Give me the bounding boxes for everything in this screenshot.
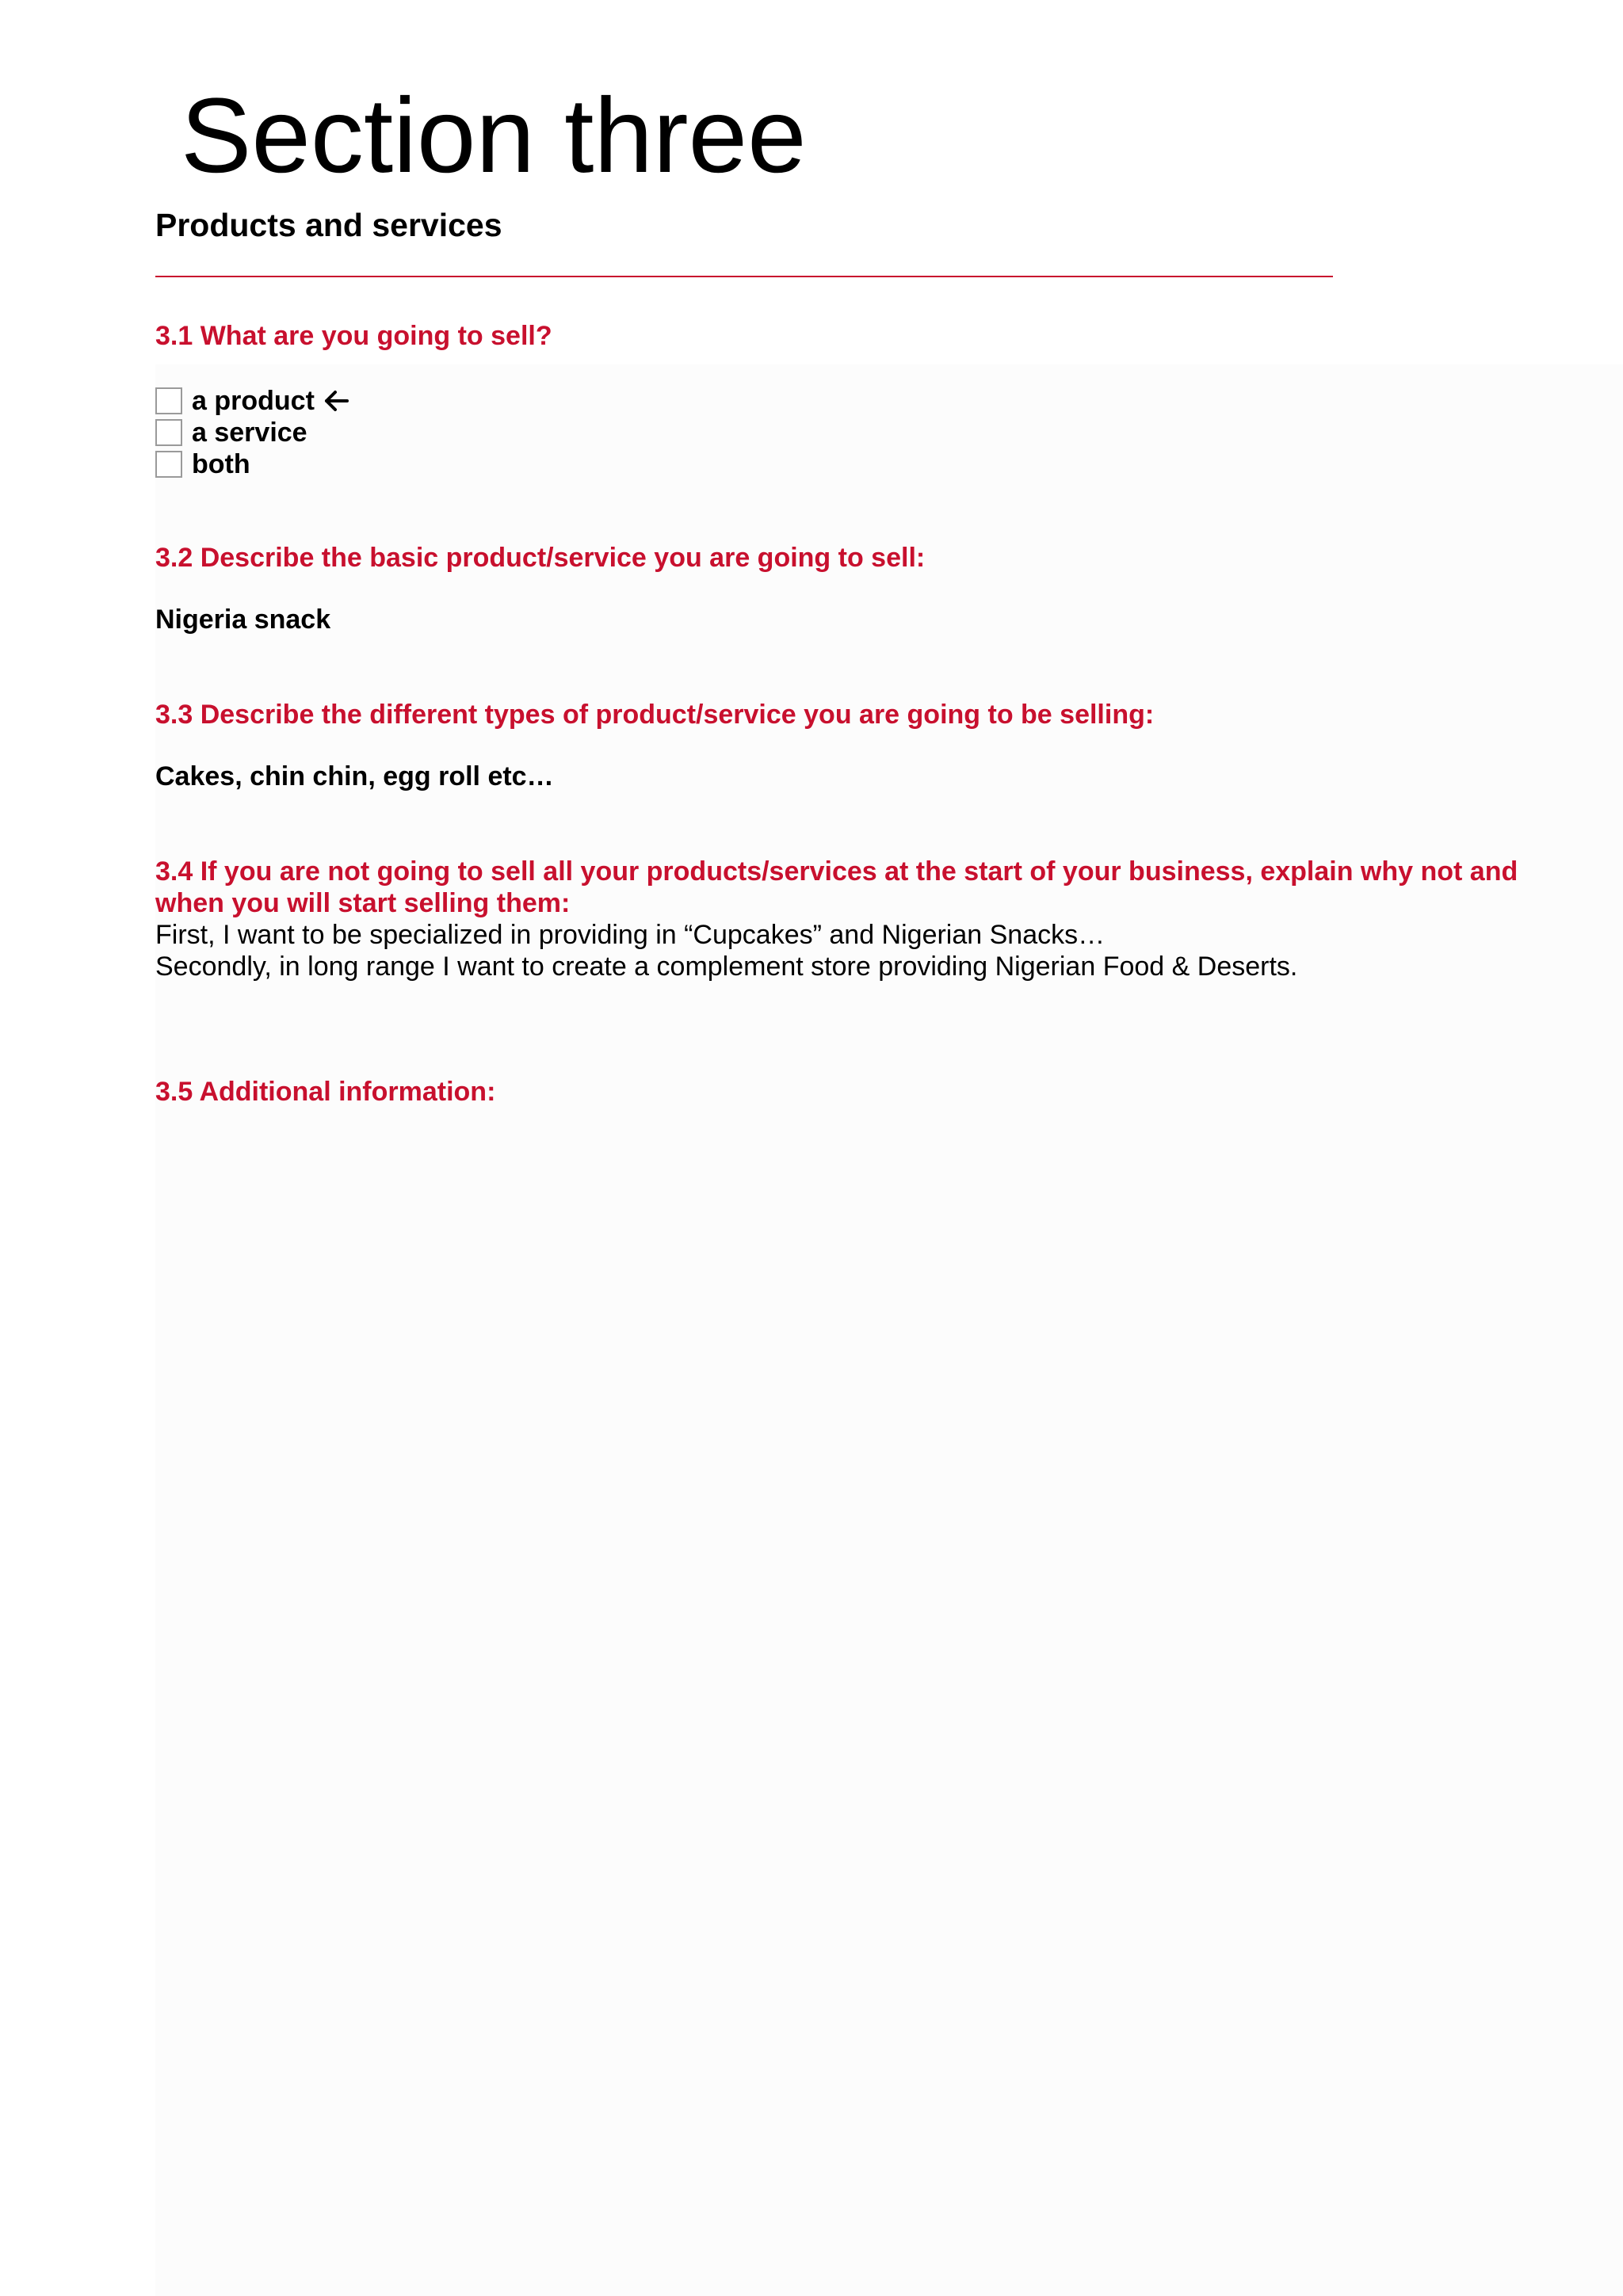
answer-3-3: Cakes, chin chin, egg roll etc… <box>155 761 554 791</box>
question-3-1: 3.1 What are you going to sell? <box>155 321 552 351</box>
option-both-label: both <box>192 449 250 479</box>
question-3-4-line-1: 3.4 If you are not going to sell all your products/services at the start of your business, explain why not and <box>155 856 1518 887</box>
question-3-3: 3.3 Describe the different types of product/service you are going to be selling: <box>155 700 1155 730</box>
question-3-5: 3.5 Additional information: <box>155 1077 496 1107</box>
answer-3-4-line-1: First, I want to be specialized in providing in “Cupcakes” and Nigerian Snacks… <box>155 920 1106 950</box>
answer-area-background <box>155 364 1623 2296</box>
service-checkbox[interactable] <box>155 419 182 446</box>
question-3-2: 3.2 Describe the basic product/service you are going to sell: <box>155 543 926 573</box>
product-checkbox[interactable] <box>155 387 182 414</box>
divider-line <box>155 276 1333 277</box>
answer-3-4-line-2: Secondly, in long range I want to create a complement store providing Nigerian Food & Deserts. <box>155 952 1298 982</box>
sell-type-options <box>155 385 349 480</box>
answer-3-2: Nigeria snack <box>155 605 331 635</box>
option-both[interactable] <box>155 448 349 480</box>
option-product-label: a product <box>192 386 315 416</box>
option-product[interactable] <box>155 385 349 417</box>
left-arrow-icon <box>323 389 349 413</box>
option-service[interactable] <box>155 417 349 448</box>
option-service-label: a service <box>192 418 307 448</box>
question-3-4-line-2: when you will start selling them: <box>155 888 571 918</box>
page-title: Section three <box>181 77 807 195</box>
section-subtitle: Products and services <box>155 207 502 243</box>
both-checkbox[interactable] <box>155 451 182 478</box>
